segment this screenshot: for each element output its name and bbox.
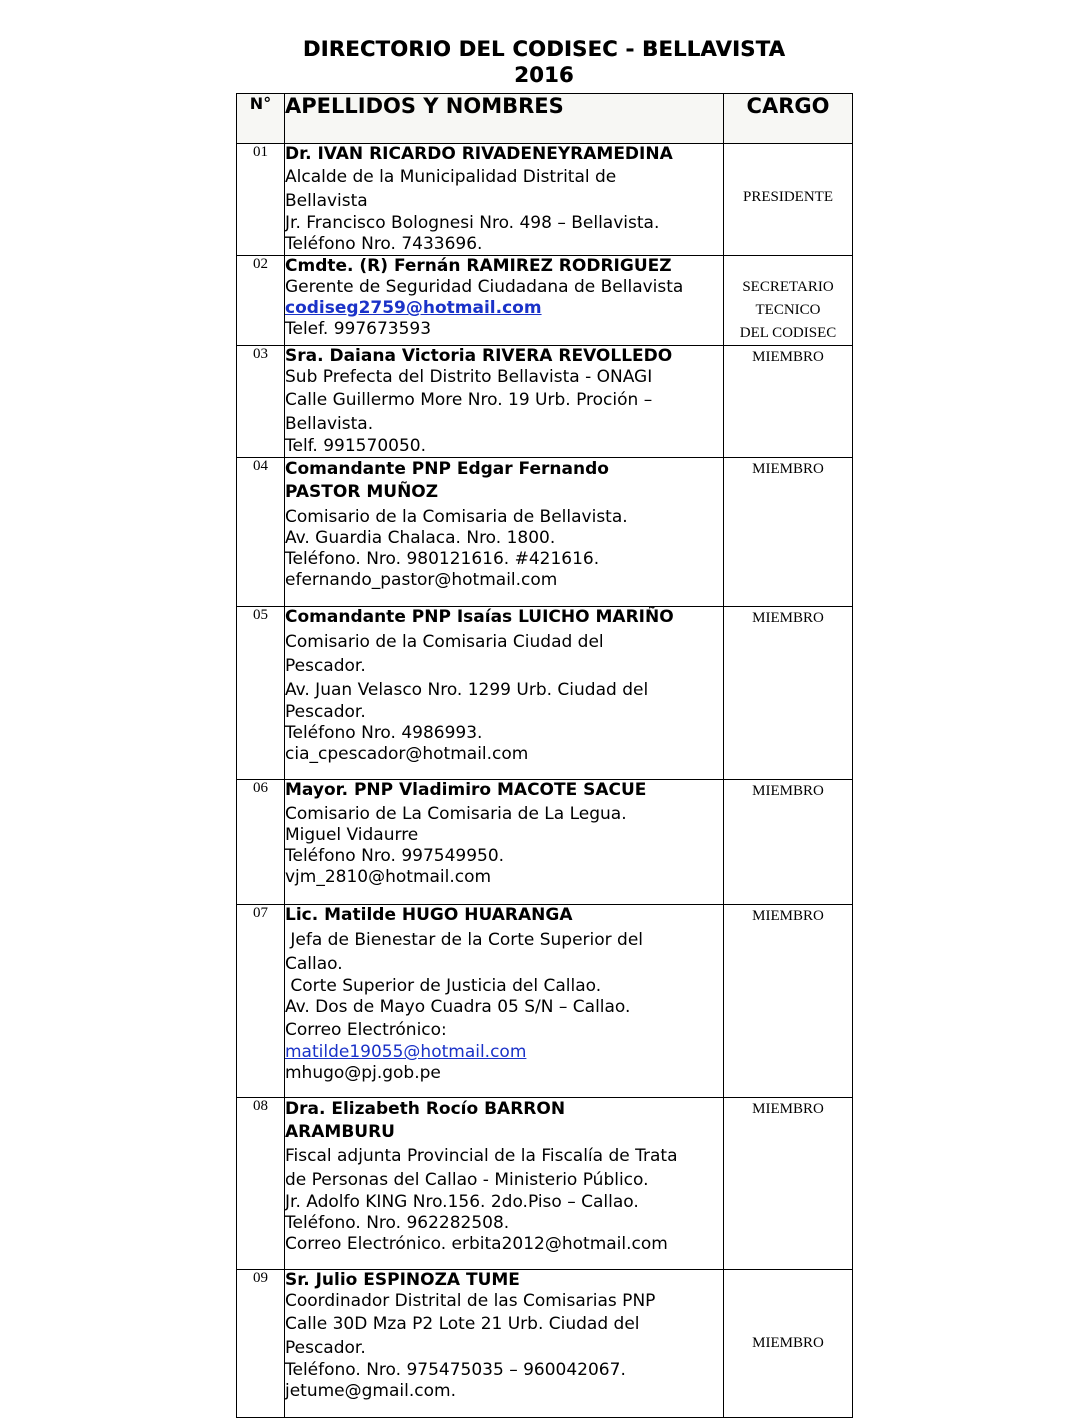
member-detail: Fiscal adjunta Provincial de la Fiscalía de Trata [285, 1146, 678, 1166]
member-info [285, 1270, 724, 1418]
document-title [0, 36, 1088, 88]
table-row [237, 1270, 853, 1418]
table-row [237, 256, 853, 346]
table-row [237, 458, 853, 607]
row-number: 02 [237, 256, 285, 346]
cargo-line: MIEMBRO [752, 610, 824, 626]
member-detail: Comisario de La Comisaria de La Legua. [285, 804, 627, 824]
member-detail: Teléfono Nro. 7433696. [285, 234, 483, 254]
member-name: Mayor. PNP Vladimiro MACOTE SACUE [285, 780, 647, 800]
header-number: N° [237, 94, 285, 144]
member-cargo [724, 905, 853, 1098]
member-detail: de Personas del Callao - Ministerio Público. [285, 1170, 649, 1190]
cargo-line: MIEMBRO [752, 1335, 824, 1351]
member-detail: Callao. [285, 954, 343, 974]
member-cargo [724, 346, 853, 458]
member-detail: Sub Prefecta del Distrito Bellavista - ONAGI [285, 367, 653, 387]
email-link[interactable]: codiseg2759@hotmail.com [285, 298, 542, 318]
cargo-line: PRESIDENTE [743, 189, 833, 205]
member-detail: Bellavista [285, 191, 368, 211]
member-detail: Telf. 991570050. [285, 436, 426, 456]
member-cargo [724, 458, 853, 607]
member-info [285, 256, 724, 346]
member-detail: Jr. Francisco Bolognesi Nro. 498 – Bellavista. [285, 213, 660, 233]
table-row [237, 607, 853, 780]
member-detail: Jr. Adolfo KING Nro.156. 2do.Piso – Callao. [285, 1192, 639, 1212]
member-detail: Pescador. [285, 656, 366, 676]
member-info [285, 905, 724, 1098]
email-link[interactable]: matilde19055@hotmail.com [285, 1042, 527, 1062]
member-detail: Teléfono Nro. 997549950. [285, 846, 505, 866]
cargo-line: SECRETARIO [742, 279, 834, 295]
cargo-line: DEL CODISEC [739, 325, 837, 341]
table-row [237, 780, 853, 905]
member-cargo [724, 1098, 853, 1270]
cargo-line: MIEMBRO [752, 908, 824, 924]
member-detail: Teléfono Nro. 4986993. [285, 723, 483, 743]
row-number: 04 [237, 458, 285, 607]
table-row [237, 905, 853, 1098]
member-info [285, 780, 724, 905]
member-detail: jetume@gmail.com. [285, 1381, 456, 1401]
member-detail: Gerente de Seguridad Ciudadana de Bellavista [285, 277, 684, 297]
member-detail: mhugo@pj.gob.pe [285, 1063, 441, 1083]
member-info [285, 1098, 724, 1270]
member-detail: Alcalde de la Municipalidad Distrital de [285, 167, 617, 187]
member-detail: Comisario de la Comisaria Ciudad del [285, 632, 604, 652]
member-detail: vjm_2810@hotmail.com [285, 867, 492, 887]
member-detail: Teléfono. Nro. 962282508. [285, 1213, 510, 1233]
member-detail: Teléfono. Nro. 975475035 – 960042067. [285, 1360, 626, 1380]
member-detail: Miguel Vidaurre [285, 825, 419, 845]
member-cargo [724, 780, 853, 905]
member-detail: Calle 30D Mza P2 Lote 21 Urb. Ciudad del [285, 1314, 640, 1334]
cargo-line: MIEMBRO [752, 1101, 824, 1117]
member-detail: Corte Superior de Justicia del Callao. [285, 976, 602, 996]
member-name: Comandante PNP Isaías LUICHO MARIÑO [285, 607, 674, 627]
row-number: 06 [237, 780, 285, 905]
member-name: Comandante PNP Edgar Fernando [285, 459, 609, 479]
member-name: Sr. Julio ESPINOZA TUME [285, 1270, 520, 1290]
member-detail: Calle Guillermo More Nro. 19 Urb. Proción – [285, 390, 653, 410]
member-name: Lic. Matilde HUGO HUARANGA [285, 905, 573, 925]
member-cargo [724, 256, 853, 346]
header-row [237, 94, 853, 144]
member-detail: Coordinador Distrital de las Comisarias PNP [285, 1291, 656, 1311]
member-detail: Pescador. [285, 1338, 366, 1358]
member-info [285, 607, 724, 780]
member-detail: Av. Guardia Chalaca. Nro. 1800. [285, 528, 556, 548]
cargo-line: MIEMBRO [752, 349, 824, 365]
member-detail: Jefa de Bienestar de la Corte Superior del [285, 930, 644, 950]
header-name: APELLIDOS Y NOMBRES [285, 94, 724, 144]
member-detail: Correo Electrónico: [285, 1020, 447, 1040]
table-row [237, 1098, 853, 1270]
row-number: 01 [237, 144, 285, 256]
member-info [285, 144, 724, 256]
member-info [285, 458, 724, 607]
member-info [285, 346, 724, 458]
member-detail: Correo Electrónico. erbita2012@hotmail.com [285, 1234, 668, 1254]
member-name: Cmdte. (R) Fernán RAMIREZ RODRIGUEZ [285, 256, 672, 276]
member-cargo [724, 607, 853, 780]
member-name-line-2: PASTOR MUÑOZ [285, 482, 439, 502]
member-name-line-2: ARAMBURU [285, 1122, 395, 1142]
member-detail: Av. Juan Velasco Nro. 1299 Urb. Ciudad del [285, 680, 649, 700]
title-line-2: 2016 [514, 63, 574, 87]
row-number: 09 [237, 1270, 285, 1418]
row-number: 03 [237, 346, 285, 458]
member-detail: Pescador. [285, 702, 366, 722]
member-detail: Comisario de la Comisaria de Bellavista. [285, 507, 628, 527]
member-detail: Teléfono. Nro. 980121616. #421616. [285, 549, 600, 569]
cargo-line: MIEMBRO [752, 783, 824, 799]
row-number: 07 [237, 905, 285, 1098]
header-cargo: CARGO [724, 94, 853, 144]
member-name: Dr. IVAN RICARDO RIVADENEYRAMEDINA [285, 144, 673, 164]
member-name: Sra. Daiana Victoria RIVERA REVOLLEDO [285, 346, 673, 366]
member-detail: efernando_pastor@hotmail.com [285, 570, 558, 590]
directory-table [236, 93, 853, 1418]
member-detail: cia_cpescador@hotmail.com [285, 744, 529, 764]
member-detail: Av. Dos de Mayo Cuadra 05 S/N – Callao. [285, 997, 631, 1017]
row-number: 08 [237, 1098, 285, 1270]
table-row [237, 144, 853, 256]
member-detail: Telef. 997673593 [285, 319, 432, 339]
row-number: 05 [237, 607, 285, 780]
table-row [237, 346, 853, 458]
member-detail: Bellavista. [285, 414, 374, 434]
member-cargo [724, 1270, 853, 1418]
member-cargo [724, 144, 853, 256]
cargo-line: TECNICO [755, 302, 821, 318]
title-line-1: DIRECTORIO DEL CODISEC - BELLAVISTA [302, 37, 786, 61]
cargo-line: MIEMBRO [752, 461, 824, 477]
member-name: Dra. Elizabeth Rocío BARRON [285, 1099, 566, 1119]
